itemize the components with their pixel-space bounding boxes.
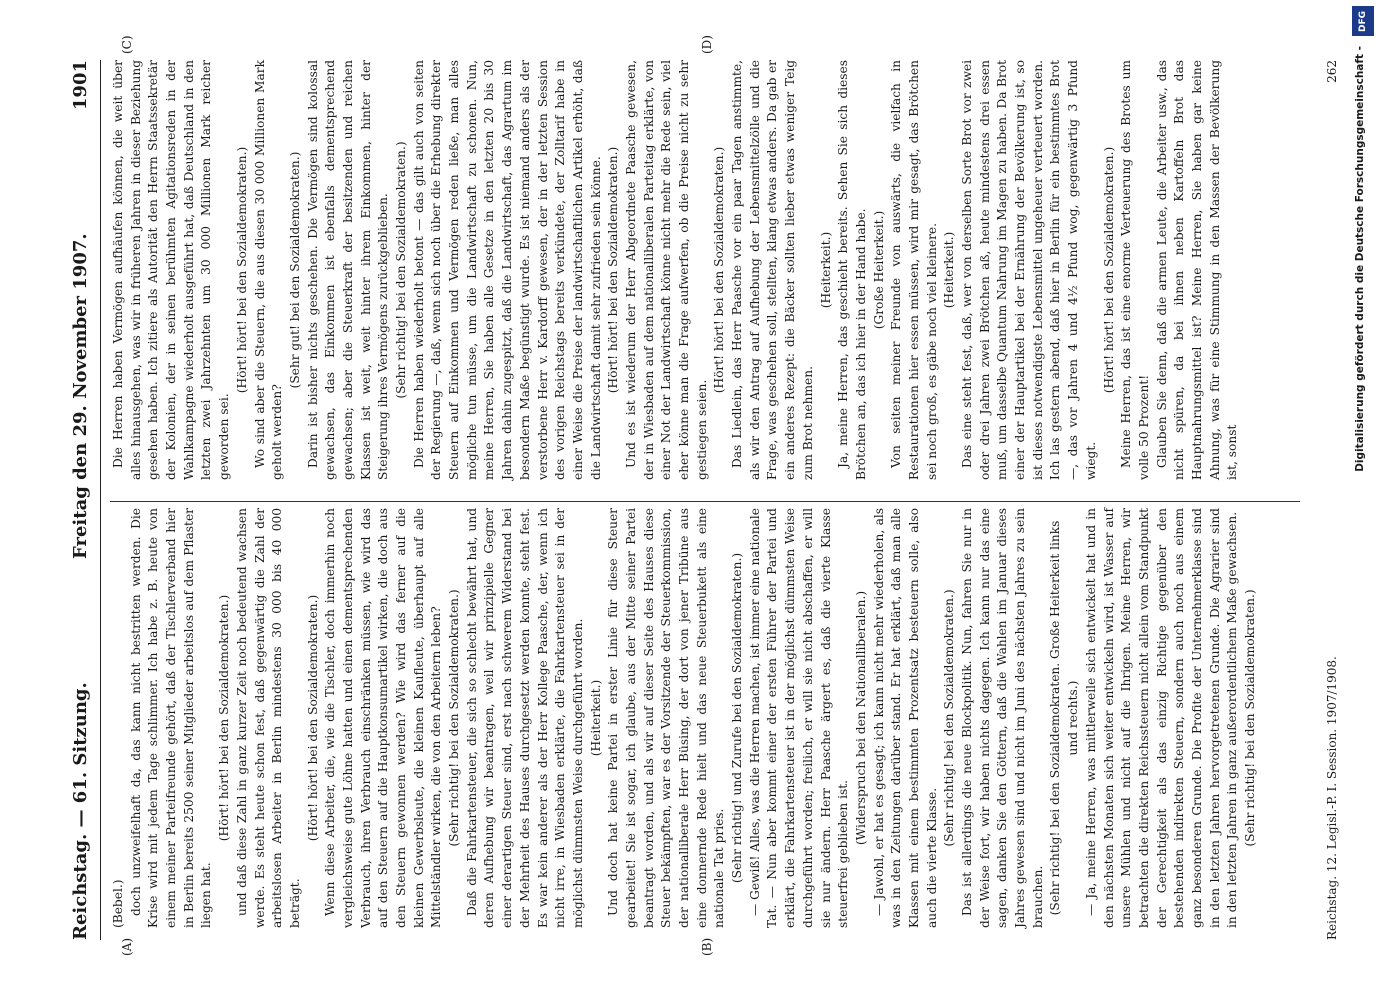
speech-paragraph: Die Herren haben wiederholt betont — das gilt auch von seiten der Regierung —, daß, wenn sich noch über die Erhebung direkter Steuern auf Einkommen und Vermögen reden ließe, man alles mögliche tun müsse, um die Landwirtschaft zu schonen. Nun, meine Herren, Sie haben alle Gesetze in den letzten 20 bis 30 Jahren dahin zugespitzt, daß die Landwirtschaft, das Agrartum im besondern Maße begünstigt wurde. Es ist niemand anders als der verstorbene Herr v. Kardorff gewesen, der in der letzten Session des vorigen Reichstags bereits verkündete, der Zolltarif habe in einer Weise die Preise der landwirtschaftlichen Artikel erhöht, daß die Landwirtschaft damit sehr zufrieden sein könne. xyxy=(411,60,603,480)
speech-paragraph: Und doch hat keine Partei in erster Linie für diese Steuer gearbeitet! Sie ist sogar, ich glaube, aus der Mitte seiner Partei beantragt worden, und als wir auf dieser Seite des Hauses diese Steuer bekämpften, war es der Vorsitzende der Steuerkommission, der nationalliberale Herr Büsing, der dort von jener Tribüne aus eine donnernde Rede hielt und das neue Steuerbukett als eine nationale Tat pries. xyxy=(606,508,727,928)
interjection: (Hört! hört! bei den Sozialdemokraten.) xyxy=(712,146,727,394)
speech-paragraph: — Ja, meine Herren, was mittlerweile sich entwickelt hat und in den nächsten Monaten sich weiter entwickeln wird, ist Wasser auf unsere Mühlen und nicht auf die Ihrigen. Meine Herren, wir betrachten die direkten Reichssteuern nicht allein vom Standpunkt der Gerechtigkeit als das einzig Richtige gegenüber den bestehenden indirekten Steuern, sondern auch noch aus einem ganz besonderen Grunde. Die Profite der Unternehmerklasse sind in den letzten Jahren hervorgetretenen Grunde. Die Agrarier sind in den letzten Jahren in ganz außerordentlichem Maße gewachsen. xyxy=(1083,508,1240,928)
speech-paragraph: Darin ist bisher nichts geschehen. Die Vermögen sind kolossal gewachsen, das Einkommen ist ebenfalls dementsprechend gewachsen; aber die Steuerkraft der besitzenden und reichen Klassen ist weit, weit hinter ihrem Einkommen, hinter der Steigerung ihres Vermögens zurückgeblieben. xyxy=(305,60,391,480)
speaker-name: (Bebel.) xyxy=(111,879,125,928)
left-column xyxy=(110,508,1260,928)
interjection: (Hört! hört! bei den Sozialdemokraten.) xyxy=(606,146,621,394)
margin-mark-a: (A) xyxy=(120,937,134,956)
interjection: (Große Heiterkeit.) xyxy=(871,210,886,330)
speech-paragraph: Die Herren haben Vermögen aufhäufen können, die weit über alles hinausgehen, was wir in früheren Jahren in dieser Beziehung gesehen haben. Ich zitiere als Autorität den Herrn Staatssekretär der Kolonien, der in seinen berühmten Agitationsreden in der Wahlkampagne wiederholt ausgeführt hat, daß Deutschland in den letzten zwei Jahrzehnten um 30 000 Millionen Mark reicher geworden sei. xyxy=(111,60,232,480)
interjection: (Hört! hört! bei den Sozialdemokraten.) xyxy=(217,594,232,842)
interjection: (Sehr gut! bei den Sozialdemokraten.) xyxy=(287,151,302,389)
page-header xyxy=(60,60,101,940)
footer-sheet-number: 262 xyxy=(1325,60,1339,83)
interjection: (Heiterkeit.) xyxy=(818,231,833,309)
interjection: (Widerspruch bei den Nationalliberalen.) xyxy=(853,590,868,846)
speech-paragraph: Wo sind aber die Steuern, die aus diesen 30 000 Millionen Mark geholt werden? xyxy=(252,60,285,480)
speech-paragraph: Glauben Sie denn, daß die armen Leute, die Arbeiter usw., das nicht spüren, da bei ihnen neben Kartoffeln Brot das Hauptnahrungsmittel ist? Meine Herren, Sie haben gar keine Ahnung, was für eine Stimmung in den Massen der Bevölkerung ist, sonst xyxy=(1154,60,1240,480)
interjection: (Hört! hört! bei den Sozialdemokraten.) xyxy=(305,594,320,842)
page-footer xyxy=(1325,60,1339,940)
header-date: Freitag den 29. November 1907. xyxy=(69,233,91,559)
margin-mark-b: (B) xyxy=(700,937,714,956)
page-number: 1901 xyxy=(69,60,91,111)
dfg-logo: DFG xyxy=(1352,6,1374,36)
speech-paragraph: und daß diese Zahl in ganz kurzer Zeit noch bedeutend wachsen werde. Es steht heute schon fest, daß gegenwärtig die Zahl der arbeitslosen Arbeiter in Berlin mindestens 30 000 bis 40 000 beträgt. xyxy=(234,508,302,928)
speech-paragraph: Meine Herren, das ist eine enorme Verteuerung des Brotes um volle 50 Prozent! xyxy=(1119,60,1151,480)
interjection: (Hört! hört! bei den Sozialdemokraten.) xyxy=(1101,146,1116,394)
speech-paragraph: Das Liedlein, das Herr Paasche vor ein paar Tagen anstimmte, als wir den Antrag auf Aufhebung der Lebensmittelzölle und die Frage, was geschehen soll, stellten, klang etwas anders. Da gab er ein anderes Rezept: die Bäcker sollten lieber etwas weniger Teig zum Brot nehmen. xyxy=(730,60,815,480)
margin-mark-c: (C) xyxy=(120,35,134,54)
margin-mark-d: (D) xyxy=(700,35,714,54)
header-left: Reichstag. — 61. Sitzung. xyxy=(69,682,91,940)
interjection: (Sehr richtig! bei den Sozialdemokraten.) xyxy=(942,589,957,847)
interjection: (Sehr richtig! und Zurufe bei den Sozialdemokraten.) xyxy=(730,552,745,884)
speech-paragraph: doch unzweifelhaft da, das kann nicht bestritten werden. Die Krise wird mit jedem Tage schlimmer. Ich habe z. B. heute von einem meiner Parteifreunde gehört, daß der Tischlerverband hier in Berlin bereits 2500 seiner Mitglieder arbeitslos auf dem Pflaster liegen hat. xyxy=(128,508,214,928)
interjection: (Sehr richtig! bei den Sozialdemokraten. Große Heiterkeit links und rechts.) xyxy=(1048,520,1081,916)
interjection: (Heiterkeit.) xyxy=(942,231,957,309)
dfg-credit: Digitalisierung gefördert durch die Deutsche Forschungsgemeinschaft - xyxy=(1354,46,1366,472)
footer-session: Reichstag. 12. Legisl.-P. I. Session. 1907/1908. xyxy=(1325,656,1339,940)
speech-paragraph: Das eine steht fest, daß, wer von derselben Sorte Brot vor zwei oder drei Jahren zwei Brötchen aß, heute mindestens drei essen muß, um dasselbe Quantum Nahrung im Magen zu haben. Da Brot einer der Hauptartikel bei der Ernährung der Bevölkerung ist, so ist dieses notwendigste Lebensmittel ungeheuer verteuert worden. Ich las gestern abend, daß hier in Berlin für ein bestimmtes Brot —, das vor Jahren 4 und 4½ Pfund wog, gegenwärtig 3 Pfund wiegt. xyxy=(960,60,1098,480)
speech-paragraph: Und es ist wiederum der Herr Abgeordnete Paasche gewesen, der in Wiesbaden auf dem nationalliberalen Parteitag erklärte, von einer Not der Landwirtschaft könne nicht mehr die Rede sein, viel eher könne man die Frage aufwerfen, ob die Preise nicht zu sehr gestiegen seien. xyxy=(623,60,709,480)
interjection: (Hört! hört! bei den Sozialdemokraten.) xyxy=(234,146,249,394)
speech-paragraph: Das ist allerdings die neue Blockpolitik. Nun, fahren Sie nur in der Weise fort, wir haben nichts dagegen. Ich kann nur das eine sagen, danken Sie den Göttern, daß die Wahlen im Januar dieses Jahres gewesen sind und nicht im Juni des nächsten Jahres zu sein brauchen. xyxy=(960,508,1045,928)
dfg-sidebar xyxy=(1352,6,1378,996)
speech-paragraph: — Gewiß! Alles, was die Herren machen, ist immer eine nationale Tat. — Nun aber kommt einer der ersten Führer der Partei und erklärt, die Fahrkartensteuer ist in der möglichst dümmsten Weise durchgeführt worden; freilich, er will sie nicht abschaffen, er will sie nur ändern. Herr Paasche ärgert es, daß die vierte Klasse steuerfrei geblieben ist. xyxy=(747,508,851,928)
interjection: (Heiterkeit.) xyxy=(588,679,603,757)
interjection: (Sehr richtig! bei den Sozialdemokraten.) xyxy=(394,141,408,399)
speech-paragraph: Ja, meine Herren, das geschieht bereits. Sehen Sie sich dieses Brötchen an, das ich hier in der Hand habe. xyxy=(836,60,868,480)
speech-paragraph: Wenn diese Arbeiter, die, wie die Tischler, doch immerhin noch vergleichsweise gute Löhne hatten und einen dementsprechenden Verbrauch, ihren Verbrauch einschränken müssen, wie wird das auf den Steuern auf die Hauptkonsumartikel wirken, die doch aus den Steuern gewonnen werden? Wie wird das ferner auf die kleinen Gewerbsleute, die kleinen Kaufleute, überhaupt auf alle Mittelständler wirken, die von den Arbeitern leben? xyxy=(323,508,444,928)
speech-paragraph: Daß die Fahrkartensteuer, die sich so schlecht bewährt hat, und deren Aufhebung wir beantragen, weil wir prinzipielle Gegner einer derartigen Steuer sind, erst nach schwerem Widerstand bei der Mehrheit des Hauses durchgesetzt werden konnte, steht fest. Es war kein anderer als der Herr Kollege Paasche, der, wenn ich nicht irre, in Wiesbaden erklärte, die Fahrkartensteuer sei in der möglichst dümmsten Weise durchgeführt worden. xyxy=(464,508,585,928)
right-column xyxy=(110,60,1242,480)
speech-paragraph: — Jawohl, er hat es gesagt; ich kann nicht mehr wiederholen, als was in den Zeitungen darüber stand. Er hat erklärt, daß man alle Klassen mit einem bestimmten Prozentsatz besteuern solle, also auch die vierte Klasse. xyxy=(871,508,939,928)
interjection: (Sehr richtig! bei den Sozialdemokraten.) xyxy=(447,589,462,847)
speech-paragraph: Von seiten meiner Freunde von auswärts, die vielfach in Restaurationen hier essen müssen, wird mir gesagt, das Brötchen sei noch groß, es gäbe noch viel kleinere. xyxy=(889,60,939,480)
column-divider xyxy=(110,501,1300,502)
interjection: (Sehr richtig! bei den Sozialdemokraten.) xyxy=(1243,589,1257,847)
